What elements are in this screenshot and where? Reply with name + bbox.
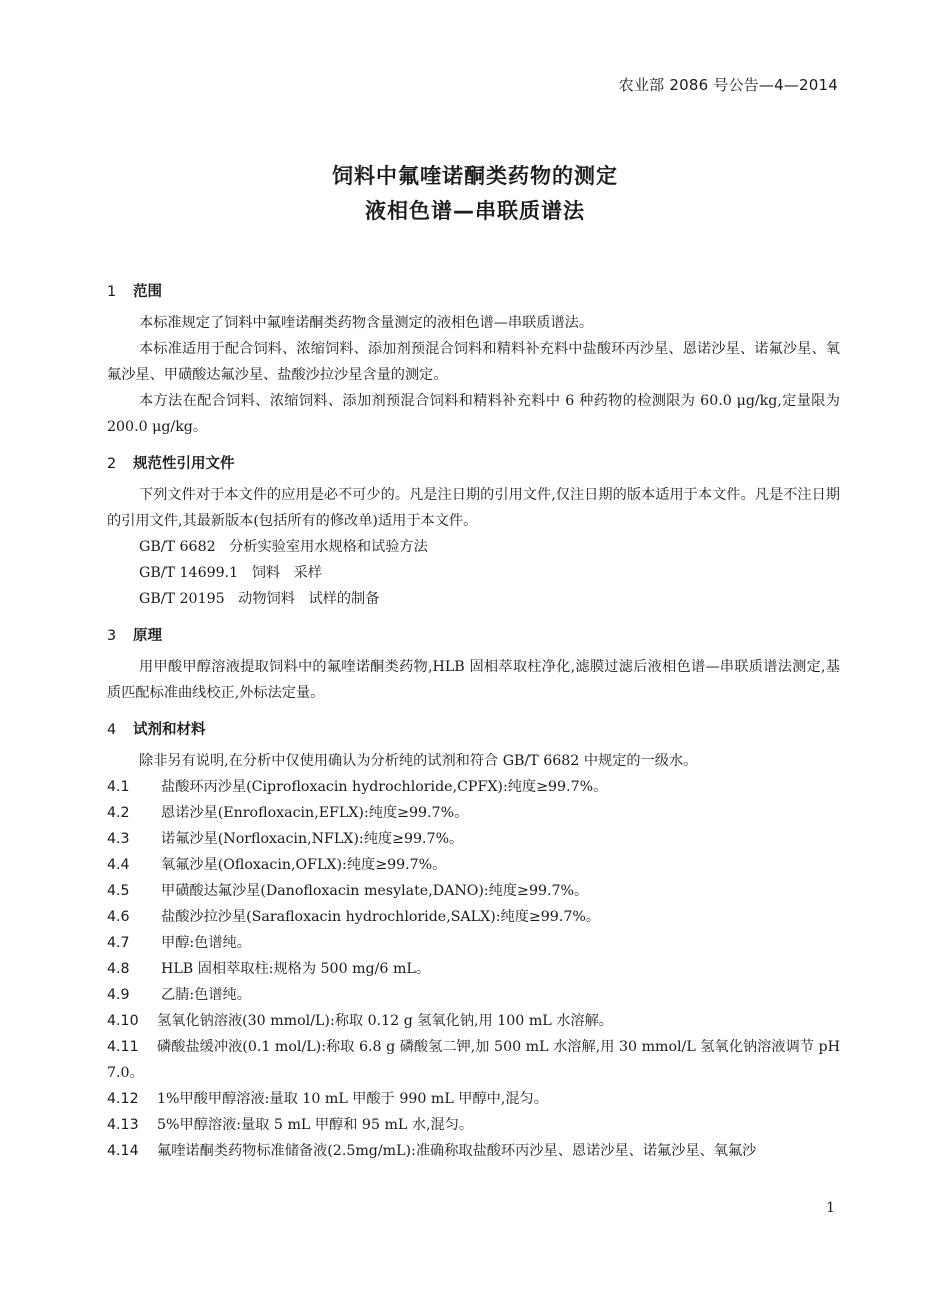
- item-number: 4.13: [107, 1117, 139, 1133]
- paragraph: 下列文件对于本文件的应用是必不可少的。凡是注日期的引用文件,仅注日期的版本适用于本文件。凡是不注日期的引用文件,其最新版本(包括所有的修改单)适用于本文件。: [107, 487, 840, 529]
- list-item: [107, 1112, 840, 1138]
- section-heading-scope: [107, 282, 840, 302]
- item-number: 4.2: [107, 805, 130, 821]
- standard-identifier: 农业部 2086 号公告—4—2014: [618, 76, 838, 94]
- item-number: 4.9: [107, 987, 130, 1003]
- list-item: [107, 1008, 840, 1034]
- list-item: [107, 956, 840, 982]
- list-item: [107, 1034, 840, 1086]
- item-text: 盐酸环丙沙星(Ciprofloxacin hydrochloride,CPFX):纯度≥99.7%。: [161, 779, 608, 795]
- item-number: 4.4: [107, 857, 130, 873]
- section-title: 范围: [133, 284, 162, 300]
- item-number: 4.7: [107, 935, 130, 951]
- item-text: 甲磺酸达氟沙星(Danofloxacin mesylate,DANO):纯度≥99.7%。: [161, 883, 589, 899]
- list-item: [107, 774, 840, 800]
- item-text: 氧氟沙星(Ofloxacin,OFLX):纯度≥99.7%。: [161, 857, 447, 873]
- document-title-line2: 液相色谱—串联质谱法: [365, 199, 585, 223]
- item-text: 甲醇:色谱纯。: [161, 935, 251, 951]
- item-text: 恩诺沙星(Enrofloxacin,EFLX):纯度≥99.7%。: [161, 805, 469, 821]
- item-number: 4.1: [107, 779, 130, 795]
- section-heading-normative-references: [107, 454, 840, 474]
- section-title: 试剂和材料: [133, 722, 206, 738]
- section-number: 2: [107, 456, 117, 472]
- section-number: 1: [107, 284, 117, 300]
- list-item: [107, 1138, 840, 1164]
- page-number: 1: [826, 1200, 835, 1216]
- reference-item: GB/T 6682 分析实验室用水规格和试验方法: [139, 539, 428, 555]
- list-item: [107, 982, 840, 1008]
- section-heading-principle: [107, 626, 840, 646]
- item-text: HLB 固相萃取柱:规格为 500 mg/6 mL。: [161, 961, 431, 977]
- list-item: [107, 852, 840, 878]
- section-number: 4: [107, 722, 117, 738]
- document-title-line1: 饲料中氟喹诺酮类药物的测定: [332, 164, 618, 188]
- item-text: 氢氧化钠溶液(30 mmol/L):称取 0.12 g 氢氧化钠,用 100 mL 水溶解。: [157, 1013, 613, 1029]
- item-text: 盐酸沙拉沙星(Sarafloxacin hydrochloride,SALX):纯度≥99.7%。: [161, 909, 601, 925]
- item-number: 4.14: [107, 1143, 139, 1159]
- item-number: 4.6: [107, 909, 130, 925]
- list-item: [107, 1086, 840, 1112]
- section-number: 3: [107, 628, 117, 644]
- item-number: 4.10: [107, 1013, 139, 1029]
- item-text: 氟喹诺酮类药物标准储备液(2.5mg/mL):准确称取盐酸环丙沙星、恩诺沙星、诺氟沙星、氧氟沙: [157, 1143, 757, 1159]
- section-heading-reagents: [107, 720, 840, 740]
- list-item: [107, 800, 840, 826]
- list-item: [107, 904, 840, 930]
- list-item: [107, 826, 840, 852]
- item-text: 乙腈:色谱纯。: [161, 987, 251, 1003]
- item-number: 4.8: [107, 961, 130, 977]
- item-number: 4.11: [107, 1039, 139, 1055]
- paragraph: 除非另有说明,在分析中仅使用确认为分析纯的试剂和符合 GB/T 6682 中规定的一级水。: [139, 753, 698, 769]
- item-number: 4.12: [107, 1091, 139, 1107]
- item-text: 诺氟沙星(Norfloxacin,NFLX):纯度≥99.7%。: [161, 831, 464, 847]
- paragraph: 本标准规定了饲料中氟喹诺酮类药物含量测定的液相色谱—串联质谱法。: [139, 315, 594, 331]
- section-title: 原理: [133, 628, 162, 644]
- list-item: [107, 930, 840, 956]
- reference-item: GB/T 20195 动物饲料 试样的制备: [139, 591, 380, 607]
- item-text: 1%甲酸甲醇溶液:量取 10 mL 甲酸于 990 mL 甲醇中,混匀。: [157, 1091, 548, 1107]
- paragraph: 用甲酸甲醇溶液提取饲料中的氟喹诺酮类药物,HLB 固相萃取柱净化,滤膜过滤后液相色谱—串联质谱法测定,基质匹配标准曲线校正,外标法定量。: [107, 659, 840, 701]
- paragraph: 本方法在配合饲料、浓缩饲料、添加剂预混合饲料和精料补充料中 6 种药物的检测限为 60.0 μg/kg,定量限为 200.0 μg/kg。: [107, 393, 840, 435]
- item-text: 5%甲醇溶液:量取 5 mL 甲醇和 95 mL 水,混匀。: [157, 1117, 474, 1133]
- document-body: [107, 282, 840, 1164]
- item-number: 4.5: [107, 883, 130, 899]
- item-number: 4.3: [107, 831, 130, 847]
- section-title: 规范性引用文件: [133, 456, 235, 472]
- reference-item: GB/T 14699.1 饲料 采样: [139, 565, 322, 581]
- paragraph: 本标准适用于配合饲料、浓缩饲料、添加剂预混合饲料和精料补充料中盐酸环丙沙星、恩诺沙星、诺氟沙星、氧氟沙星、甲磺酸达氟沙星、盐酸沙拉沙星含量的测定。: [107, 341, 840, 383]
- item-text: 磷酸盐缓冲液(0.1 mol/L):称取 6.8 g 磷酸氢二钾,加 500 mL 水溶解,用 30 mmol/L 氢氧化钠溶液调节 pH 7.0。: [107, 1039, 840, 1081]
- list-item: [107, 878, 840, 904]
